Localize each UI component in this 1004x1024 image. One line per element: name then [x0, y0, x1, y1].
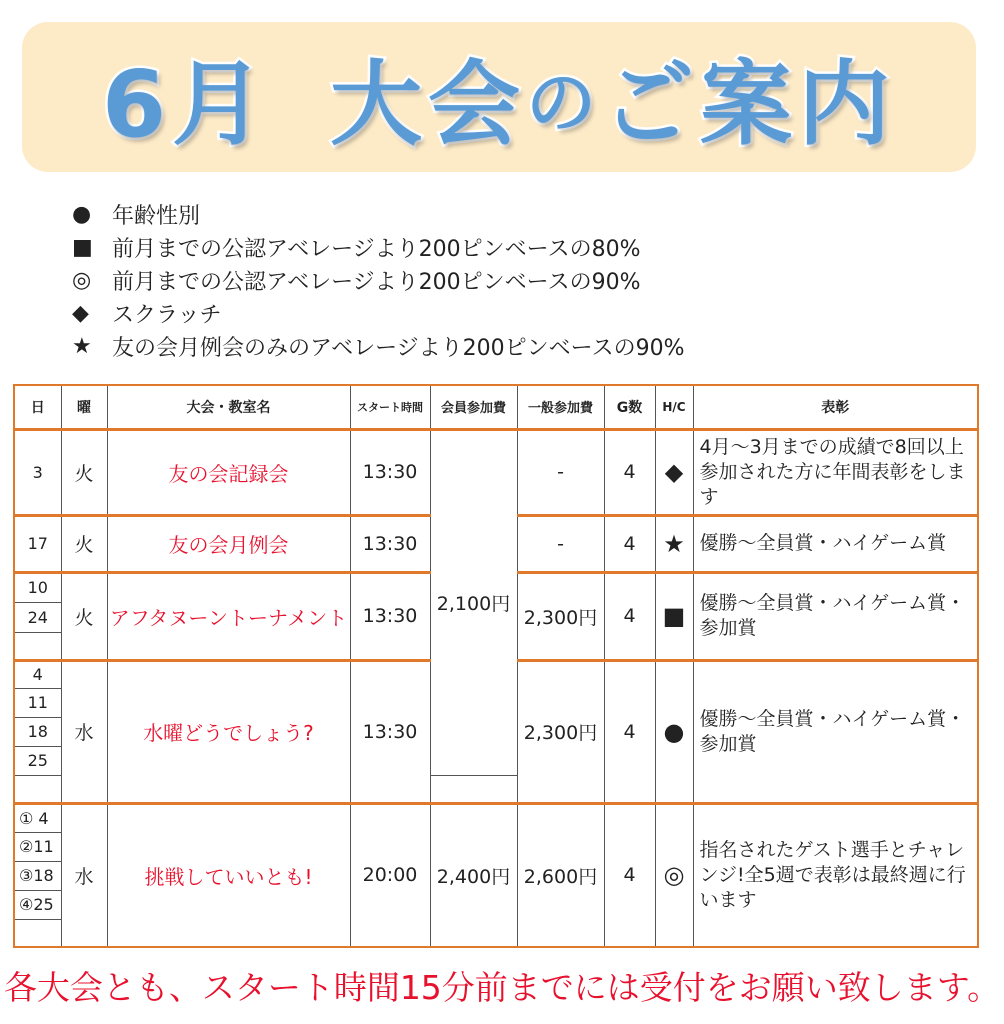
- day-cell: ④25: [14, 890, 61, 919]
- event-name: 水曜どうでしょう?: [107, 660, 350, 803]
- hc-diamond-icon: ◆: [655, 429, 693, 515]
- day-cell: ②11: [14, 832, 61, 861]
- legend-text: スクラッチ: [112, 303, 222, 328]
- day-cell: 17: [14, 515, 61, 572]
- hc-circle-icon: ●: [655, 660, 693, 803]
- award-note: 優勝～全員賞・ハイゲーム賞・参加賞: [693, 660, 978, 803]
- general-fee: 2,300円: [517, 572, 604, 660]
- award-note: 優勝～全員賞・ハイゲーム賞: [693, 515, 978, 572]
- day-cell: [14, 775, 61, 803]
- legend-text: 前月までの公認アベレージより200ピンベースの90%: [112, 270, 641, 295]
- weekday-cell: 火: [61, 429, 107, 515]
- day-cell: [14, 632, 61, 660]
- games: 4: [604, 572, 655, 660]
- legend-item: [72, 198, 684, 231]
- start-time: 13:30: [350, 515, 430, 572]
- legend-text: 友の会月例会のみのアベレージより200ピンベースの90%: [112, 336, 685, 361]
- games: 4: [604, 429, 655, 515]
- page-title: [22, 22, 976, 172]
- square-icon: ■: [72, 235, 93, 260]
- event-name: 友の会月例会: [107, 515, 350, 572]
- hc-double-circle-icon: ◎: [655, 803, 693, 947]
- day-cell: ① 4: [14, 803, 61, 832]
- day-cell: 25: [14, 746, 61, 775]
- award-note: 4月～3月までの成績で8回以上参加された方に年間表彰をします: [693, 429, 978, 515]
- header-games: G数: [604, 385, 655, 429]
- member-fee-shared: 2,100円: [430, 429, 517, 775]
- award-note: 指名されたゲスト選手とチャレンジ!全5週で表彰は最終週に行います: [693, 803, 978, 947]
- day-cell: 10: [14, 572, 61, 602]
- legend-item: [72, 330, 684, 363]
- day-cell: 24: [14, 602, 61, 632]
- header-general-fee: 一般参加費: [517, 385, 604, 429]
- general-fee: -: [517, 515, 604, 572]
- header-weekday: 曜: [61, 385, 107, 429]
- handicap-legend: [72, 198, 684, 363]
- title-event: 大会: [329, 51, 526, 158]
- legend-item: [72, 231, 684, 264]
- hc-square-icon: ■: [655, 572, 693, 660]
- day-cell: 3: [14, 429, 61, 515]
- schedule-table: [13, 384, 979, 948]
- general-fee: 2,600円: [517, 803, 604, 947]
- legend-item: [72, 297, 684, 330]
- award-note: 優勝～全員賞・ハイゲーム賞・参加賞: [693, 572, 978, 660]
- day-cell: 11: [14, 688, 61, 717]
- header-name: 大会・教室名: [107, 385, 350, 429]
- title-banner: [22, 22, 976, 172]
- diamond-icon: ◆: [72, 301, 89, 326]
- event-name: 友の会記録会: [107, 429, 350, 515]
- legend-text: 前月までの公認アベレージより200ピンベースの80%: [112, 237, 641, 262]
- header-hc: H/C: [655, 385, 693, 429]
- header-day: 日: [14, 385, 61, 429]
- weekday-cell: 水: [61, 660, 107, 803]
- header-start: スタート時間: [350, 385, 430, 429]
- title-particle: の: [526, 61, 602, 144]
- general-fee: 2,300円: [517, 660, 604, 803]
- day-cell: ③18: [14, 861, 61, 890]
- games: 4: [604, 515, 655, 572]
- start-time: 13:30: [350, 429, 430, 515]
- day-cell: 4: [14, 660, 61, 688]
- games: 4: [604, 660, 655, 803]
- start-time: 13:30: [350, 660, 430, 803]
- title-guide: ご案内: [602, 51, 897, 158]
- circle-icon: ●: [72, 202, 92, 227]
- header-award: 表彰: [693, 385, 978, 429]
- header-member-fee: 会員参加費: [430, 385, 517, 429]
- event-name: アフタヌーントーナメント: [107, 572, 350, 660]
- table-header-row: [14, 385, 978, 429]
- day-cell: [14, 919, 61, 947]
- event-name: 挑戦していいとも!: [107, 803, 350, 947]
- weekday-cell: 水: [61, 803, 107, 947]
- star-icon: ★: [72, 334, 92, 359]
- general-fee: -: [517, 429, 604, 515]
- title-month: 6月: [101, 51, 270, 158]
- games: 4: [604, 803, 655, 947]
- table-row: [14, 803, 978, 832]
- double-circle-icon: ◎: [72, 268, 92, 293]
- hc-star-icon: ★: [655, 515, 693, 572]
- start-time: 13:30: [350, 572, 430, 660]
- member-fee: 2,400円: [430, 803, 517, 947]
- day-cell: 18: [14, 717, 61, 746]
- start-time: 20:00: [350, 803, 430, 947]
- weekday-cell: 火: [61, 515, 107, 572]
- legend-text: 年齢性別: [112, 204, 201, 229]
- legend-item: [72, 264, 684, 297]
- table-row: [14, 429, 978, 515]
- weekday-cell: 火: [61, 572, 107, 660]
- reception-notice: 各大会とも、スタート時間15分前までには受付をお願い致します。: [3, 968, 1001, 1007]
